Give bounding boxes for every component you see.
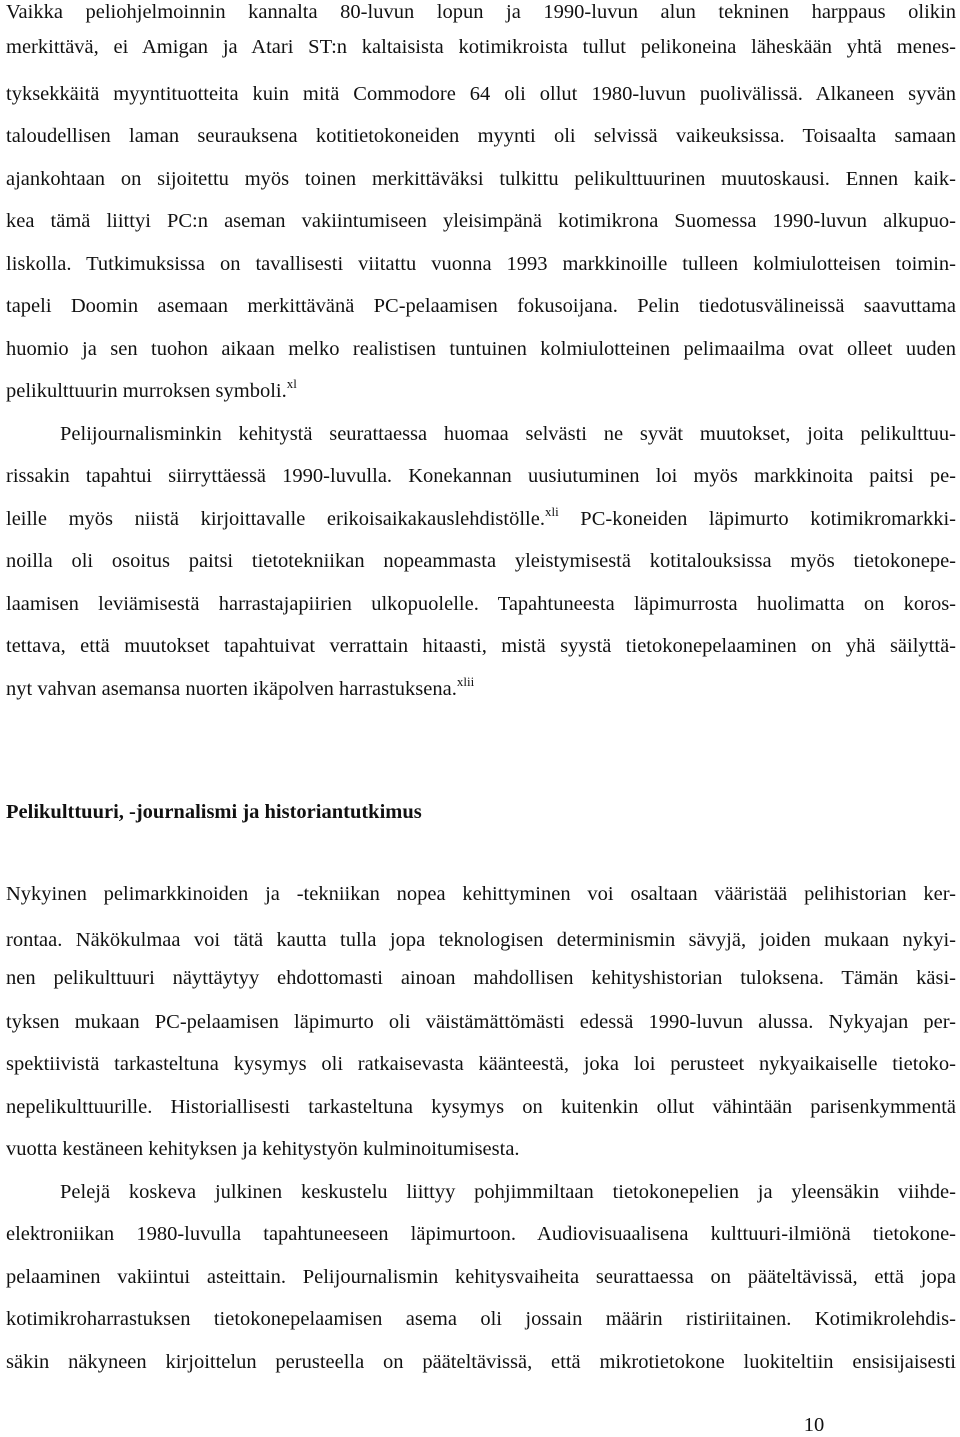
text-line xyxy=(6,674,956,701)
text-line: vuotta kestäneen kehityksen ja kehitystyön kulminoitumisesta. xyxy=(6,1138,520,1160)
section-heading: Pelikulttuuri, -journalismi ja historiantutkimus xyxy=(6,801,422,823)
text-line: merkittävä, ei Amigan ja Atari ST:n kaltaisista kotimikroista tullut pelikoneina läheskään yhtä menes- xyxy=(6,36,956,58)
page-number: 10 xyxy=(803,1414,825,1436)
text-line: Nykyinen pelimarkkinoiden ja -tekniikan nopea kehittyminen voi osaltaan vääristää pelihistorian ker- xyxy=(6,883,956,905)
text-line: Pelejä koskeva julkinen keskustelu liittyy pohjimmiltaan tietokonepelien ja yleensäkin viihde- xyxy=(60,1181,956,1203)
text-line: säkin näkyneen kirjoittelun perusteella on pääteltävissä, että mikrotietokone luokiteltiin ensisijaisesti xyxy=(6,1351,956,1373)
text-line: Pelijournalisminkin kehitystä seurattaessa huomaa selvästi ne syvät muutokset, joita pelikulttuu- xyxy=(60,423,956,445)
text-span: nyt vahvan asemansa nuorten ikäpolven harrastuksena. xyxy=(6,678,457,700)
text-line: nepelikulttuurille. Historiallisesti tarkasteltuna kysymys on kuitenkin ollut vähintään parisenkymmentä xyxy=(6,1096,956,1118)
text-line: elektroniikan 1980-luvulla tapahtuneeseen läpimurtoon. Audiovisuaalisena kulttuuri-ilmiönä tietokone- xyxy=(6,1223,956,1245)
text-line: ajankohtaan on sijoitettu myös toinen merkittäväksi tulkittu pelikulttuurinen muutoskausi. Ennen kaik- xyxy=(6,168,956,190)
text-span: pelikulttuurin murroksen symboli. xyxy=(6,380,287,402)
footnote-ref-xlii[interactable]: xlii xyxy=(456,674,475,690)
footnote-ref-xl[interactable]: xl xyxy=(286,376,297,392)
text-line: liskolla. Tutkimuksissa on tavallisesti viitattu vuonna 1993 markkinoille tulleen kolmiulotteisen toimin- xyxy=(6,253,956,275)
text-line: noilla oli osoitus paitsi tietotekniikan nopeammasta yleistymisestä kotitalouksissa myös tietokonepe- xyxy=(6,550,956,572)
text-line: tapeli Doomin asemaan merkittävänä PC-pelaamisen fokusoijana. Pelin tiedotusvälineissä saavuttama xyxy=(6,295,956,317)
text-line: pelaaminen vakiintui asteittain. Pelijournalismin kehitysvaiheita seurattaessa on pääteltävissä, että jopa xyxy=(6,1266,956,1288)
text-line: rontaa. Näkökulmaa voi tätä kautta tulla jopa teknologisen determinismin sävyjä, joiden mukaan nykyi- xyxy=(6,929,956,951)
text-span: PC-koneiden läpimurto kotimikromarkki- xyxy=(580,508,956,530)
text-line xyxy=(6,376,956,403)
text-line: rissakin tapahtui siirryttäessä 1990-luvulla. Konekannan uusiutuminen loi myös markkinoita paitsi pe- xyxy=(6,465,956,487)
text-line: laamisen leviämisestä harrastajapiirien ulkopuolelle. Tapahtuneesta läpimurrosta huolimatta on koros- xyxy=(6,593,956,615)
text-line: tettava, että muutokset tapahtuivat verrattain hitaasti, mistä syystä tietokonepelaaminen on yhä säilyttä- xyxy=(6,635,956,657)
text-line: taloudellisen laman seurauksena kotitietokoneiden myynti oli selvissä vaikeuksissa. Toisaalta samaan xyxy=(6,125,956,147)
text-line xyxy=(6,504,956,531)
text-line: huomio ja sen tuohon aikaan melko realistisen tuntuinen kolmiulotteinen pelimaailma ovat olleet uuden xyxy=(6,338,956,360)
text-line: Vaikka peliohjelmoinnin kannalta 80-luvun lopun ja 1990-luvun alun tekninen harppaus olikin xyxy=(6,1,956,23)
footnote-ref-xli[interactable]: xli xyxy=(544,504,559,520)
text-span: leille myös niistä kirjoittavalle erikoisaikakauslehdistölle. xyxy=(6,508,545,530)
text-line: tyksen mukaan PC-pelaamisen läpimurto oli väistämättömästi edessä 1990-luvun alussa. Nykyajan per- xyxy=(6,1011,956,1033)
text-line: spektiivistä tarkasteltuna kysymys oli ratkaisevasta käänteestä, joka loi perusteet nykyaikaiselle tietoko- xyxy=(6,1053,956,1075)
text-line: nen pelikulttuuri näyttäytyy ehdottomasti ainoan mahdollisen kehityshistorian tuloksena. Tämän käsi- xyxy=(6,967,956,989)
text-line: kotimikroharrastuksen tietokonepelaamisen asema oli jossain määrin ristiriitainen. Kotimikrolehdis- xyxy=(6,1308,956,1330)
text-line: kea tämä liittyi PC:n aseman vakiintumiseen yleisimpänä kotimikrona Suomessa 1990-luvun alkupuo- xyxy=(6,210,956,232)
text-line: tyksekkäitä myyntituotteita kuin mitä Commodore 64 oli ollut 1980-luvun puolivälissä. Alkaneen syvän xyxy=(6,83,956,105)
